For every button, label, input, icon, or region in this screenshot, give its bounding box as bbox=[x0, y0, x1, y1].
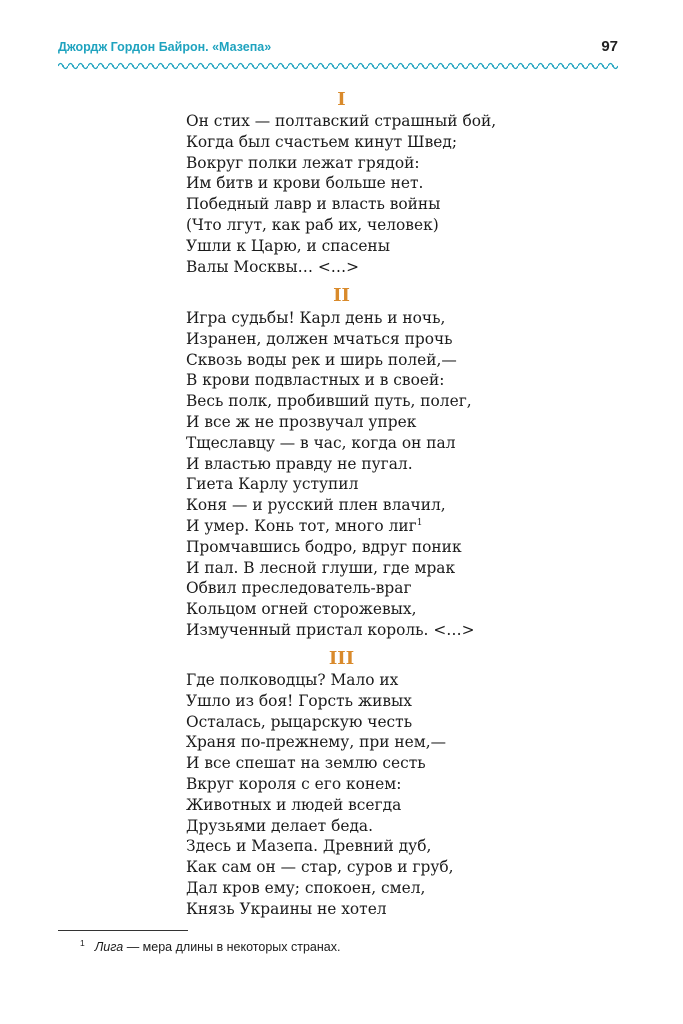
verse-line: Дал кров ему; спокоен, смел, bbox=[186, 878, 426, 897]
verse-line: Князь Украины не хотел bbox=[186, 899, 387, 918]
verse-line: Весь полк, пробивший путь, полег, bbox=[186, 392, 472, 411]
verse-line: Он стих — полтавский страшный бой, bbox=[186, 112, 497, 130]
stanza-number: II bbox=[333, 285, 350, 306]
verse-line: Победный лавр и власть войны bbox=[186, 195, 441, 214]
verse-line: И все спешат на землю сесть bbox=[186, 754, 426, 773]
decorative-border bbox=[58, 61, 618, 71]
verse-line: Ушло из боя! Горсть живых bbox=[186, 691, 412, 710]
verse-line: Обвил преследователь-враг bbox=[186, 579, 412, 598]
running-header bbox=[58, 40, 618, 60]
verse-line: И пал. В лесной глуши, где мрак bbox=[186, 558, 456, 577]
verse-line: Коня — и русский плен влачил, bbox=[186, 496, 446, 515]
verse-line: Сквозь воды рек и ширь полей,— bbox=[186, 350, 457, 369]
verse-line: Им битв и крови больше нет. bbox=[186, 174, 424, 193]
verse-line: (Что лгут, как раб их, человек) bbox=[186, 215, 439, 234]
stanza-number: I bbox=[337, 89, 346, 110]
verse-line bbox=[186, 516, 475, 537]
footnote-text: — мера длины в некоторых странах. bbox=[123, 940, 341, 955]
footnote-divider bbox=[58, 930, 188, 931]
verse-line: Где полководцы? Мало их bbox=[186, 671, 399, 689]
verse-line: Храня по-прежнему, при нем,— bbox=[186, 733, 447, 752]
verse-line: Валы Москвы… <…> bbox=[186, 257, 360, 276]
footnote-term: Лига bbox=[94, 940, 124, 955]
verse-line: В крови подвластных и в своей: bbox=[186, 371, 445, 390]
header-title: Джордж Гордон Байрон. «Мазепа» bbox=[58, 40, 272, 54]
verse-line: Ушли к Царю, и спасены bbox=[186, 236, 390, 255]
verse-line: И властью правду не пугал. bbox=[186, 454, 413, 473]
verse-line: Промчавшись бодро, вдруг поник bbox=[186, 537, 462, 556]
verse-line: Вокруг полки лежат грядой: bbox=[186, 153, 420, 172]
verse-line: Изранен, должен мчаться прочь bbox=[186, 329, 453, 348]
verse-line: Животных и людей всегда bbox=[186, 795, 402, 814]
stanza-number: III bbox=[328, 648, 355, 669]
verse-line: Как сам он — стар, суров и груб, bbox=[186, 858, 454, 877]
verse-line: Когда был счастьем кинут Швед; bbox=[186, 132, 458, 151]
verse-line: Здесь и Мазепа. Древний дуб, bbox=[186, 837, 432, 856]
verse-line: Вкруг короля с его конем: bbox=[186, 774, 402, 793]
verse-line: Игра судьбы! Карл день и ночь, bbox=[186, 309, 446, 327]
footnote-marker: 1 bbox=[416, 517, 423, 528]
verse-line: Гиета Карлу уступил bbox=[186, 475, 359, 494]
footnote-number: 1 bbox=[80, 938, 85, 948]
stanza-1-verse bbox=[186, 111, 496, 277]
stanza-2-verse bbox=[186, 308, 475, 641]
verse-line: И все ж не прозвучал упрек bbox=[186, 412, 417, 431]
verse-line: Осталась, рыцарскую честь bbox=[186, 712, 413, 731]
stanza-3-verse bbox=[186, 670, 454, 920]
verse-line: Измученный пристал король. <…> bbox=[186, 620, 475, 639]
verse-line: Кольцом огней сторожевых, bbox=[186, 600, 417, 619]
footnote bbox=[80, 938, 340, 954]
page-number: 97 bbox=[601, 38, 618, 55]
verse-line: Тщеславцу — в час, когда он пал bbox=[186, 433, 456, 452]
verse-line-text: И умер. Конь тот, много лиг bbox=[186, 516, 417, 535]
verse-line: Друзьями делает беда. bbox=[186, 816, 373, 835]
